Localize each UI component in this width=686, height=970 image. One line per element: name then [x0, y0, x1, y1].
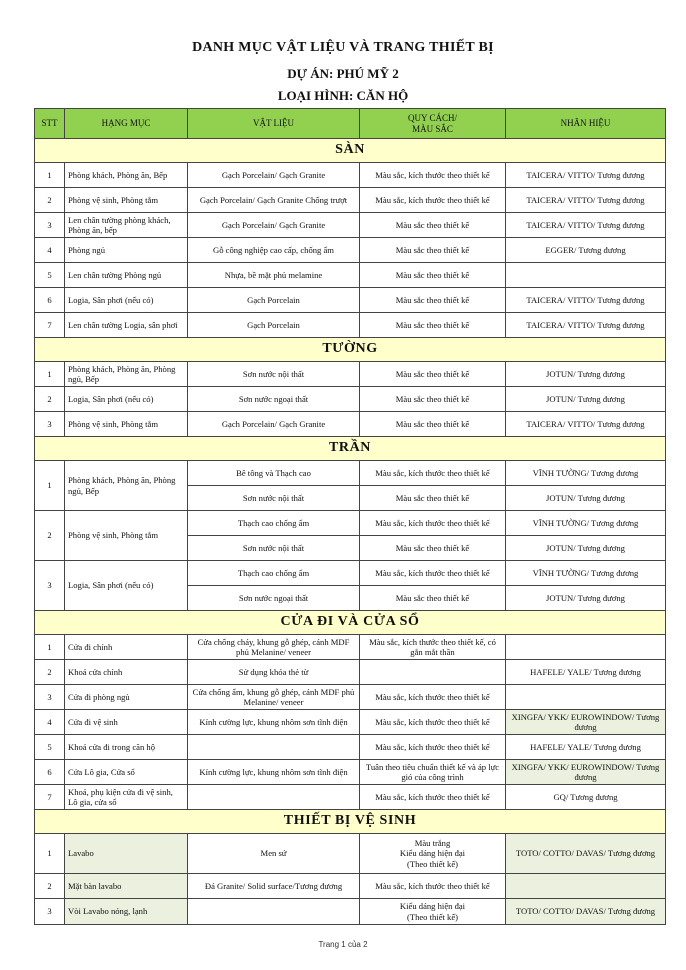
section-title: TƯỜNG: [35, 338, 666, 362]
cell-stt: 3: [35, 213, 65, 238]
cell-item: Len chân tường phòng khách, Phòng ăn, bếp: [65, 213, 188, 238]
cell-item: Vòi Lavabo nóng, lạnh: [65, 899, 188, 925]
cell-brand: TAICERA/ VITTO/ Tương đương: [506, 412, 666, 437]
cell-stt: 6: [35, 288, 65, 313]
cell-material: Thạch cao chống ẩm: [188, 511, 360, 536]
cell-material: Nhựa, bề mặt phủ melamine: [188, 263, 360, 288]
cell-item: Logia, Sân phơi (nếu có): [65, 387, 188, 412]
section-cua: [35, 611, 666, 635]
cell-item: Phòng vệ sinh, Phòng tắm: [65, 511, 188, 561]
cell-spec: Màu sắc, kích thước theo thiết kế: [360, 685, 506, 710]
cell-material: Bê tông và Thạch cao: [188, 461, 360, 486]
table-row: [35, 710, 666, 735]
cell-spec: [360, 660, 506, 685]
cell-spec: Màu sắc theo thiết kế: [360, 263, 506, 288]
cell-brand: HAFELE/ YALE/ Tương đương: [506, 660, 666, 685]
cell-item: Cửa Lô gia, Cửa sổ: [65, 760, 188, 785]
cell-material: Gạch Porcelain: [188, 288, 360, 313]
cell-spec: Màu sắc, kích thước theo thiết kế: [360, 561, 506, 586]
cell-material: Sử dụng khóa thẻ từ: [188, 660, 360, 685]
cell-stt: 1: [35, 635, 65, 660]
spec-line3: (Theo thiết kế): [406, 858, 459, 869]
section-title: THIẾT BỊ VỆ SINH: [35, 810, 666, 834]
cell-material: Men sứ: [188, 834, 360, 874]
cell-item: Phòng ngủ: [65, 238, 188, 263]
cell-spec: Màu sắc, kích thước theo thiết kế, có gắn mắt thần: [360, 635, 506, 660]
cell-stt: 2: [35, 387, 65, 412]
cell-item: Khoá cửa đi trong căn hộ: [65, 735, 188, 760]
table-row: [35, 511, 666, 536]
cell-stt: 3: [35, 412, 65, 437]
cell-spec: Màu sắc theo thiết kế: [360, 536, 506, 561]
cell-brand: [506, 635, 666, 660]
cell-brand: JOTUN/ Tương đương: [506, 486, 666, 511]
table-row: [35, 238, 666, 263]
cell-spec: Màu sắc, kích thước theo thiết kế: [360, 163, 506, 188]
cell-item: Mặt bàn lavabo: [65, 874, 188, 899]
cell-spec: Màu sắc, kích thước theo thiết kế: [360, 511, 506, 536]
col-item: HẠNG MỤC: [65, 109, 188, 139]
cell-stt: 2: [35, 188, 65, 213]
cell-material: Cửa chống cháy, khung gỗ ghép, cánh MDF phủ Melanine/ veneer: [188, 635, 360, 660]
cell-stt: 4: [35, 710, 65, 735]
cell-brand: TOTO/ COTTO/ DAVAS/ Tương đương: [506, 834, 666, 874]
cell-stt: 3: [35, 899, 65, 925]
cell-material: Cửa chống ẩm, khung gỗ ghép, cánh MDF phủ Melanine/ veneer: [188, 685, 360, 710]
table-row: [35, 760, 666, 785]
table-row: [35, 213, 666, 238]
cell-spec: Màu sắc theo thiết kế: [360, 288, 506, 313]
cell-spec: Màu sắc, kích thước theo thiết kế: [360, 710, 506, 735]
cell-stt: 3: [35, 685, 65, 710]
table-row: [35, 685, 666, 710]
cell-stt: 7: [35, 313, 65, 338]
cell-brand: TAICERA/ VITTO/ Tương đương: [506, 163, 666, 188]
cell-brand: GQ/ Tương đương: [506, 785, 666, 810]
section-title: TRẦN: [35, 437, 666, 461]
spec-line1: Màu trắng: [414, 838, 451, 849]
table-row: [35, 785, 666, 810]
spec-line2: (Theo thiết kế): [406, 911, 459, 922]
cell-brand: JOTUN/ Tương đương: [506, 387, 666, 412]
cell-material: Thạch cao chống ẩm: [188, 561, 360, 586]
cell-item: Phòng khách, Phòng ăn, Phòng ngủ, Bếp: [65, 362, 188, 387]
cell-item: Cửa đi vệ sinh: [65, 710, 188, 735]
cell-brand: XINGFA/ YKK/ EUROWINDOW/ Tương đương: [506, 760, 666, 785]
cell-material: Sơn nước ngoại thất: [188, 387, 360, 412]
section-san: [35, 139, 666, 163]
cell-brand: VĨNH TƯỜNG/ Tương đương: [506, 511, 666, 536]
cell-material: Sơn nước nội thất: [188, 362, 360, 387]
cell-stt: 1: [35, 461, 65, 511]
cell-stt: 3: [35, 561, 65, 611]
cell-item: Len chân tường Phòng ngủ: [65, 263, 188, 288]
cell-brand: JOTUN/ Tương đương: [506, 536, 666, 561]
cell-brand: VĨNH TƯỜNG/ Tương đương: [506, 461, 666, 486]
cell-spec: Màu sắc, kích thước theo thiết kế: [360, 735, 506, 760]
cell-brand: TAICERA/ VITTO/ Tương đương: [506, 313, 666, 338]
cell-stt: 5: [35, 263, 65, 288]
page-number: Trang 1 của 2: [318, 940, 368, 949]
table-row: [35, 288, 666, 313]
cell-spec: Màu sắc, kích thước theo thiết kế: [360, 874, 506, 899]
table-row: [35, 387, 666, 412]
table-row: [35, 899, 666, 925]
cell-material: [188, 735, 360, 760]
cell-material: [188, 899, 360, 925]
table-row: [35, 313, 666, 338]
cell-brand: [506, 263, 666, 288]
section-title: CỬA ĐI VÀ CỬA SỔ: [35, 611, 666, 635]
cell-material: Gỗ công nghiệp cao cấp, chống ẩm: [188, 238, 360, 263]
table-row: [35, 163, 666, 188]
cell-material: Gạch Porcelain: [188, 313, 360, 338]
section-tran: [35, 437, 666, 461]
cell-spec: Màu sắc theo thiết kế: [360, 412, 506, 437]
cell-material: Đá Granite/ Solid surface/Tương đương: [188, 874, 360, 899]
cell-stt: 2: [35, 874, 65, 899]
cell-spec: Màu sắc theo thiết kế: [360, 313, 506, 338]
cell-material: Sơn nước ngoại thất: [188, 586, 360, 611]
col-stt: STT: [35, 109, 65, 139]
table-row: [35, 188, 666, 213]
section-title: SÀN: [35, 139, 666, 163]
cell-stt: 2: [35, 511, 65, 561]
col-material: VẬT LIỆU: [188, 109, 360, 139]
cell-brand: [506, 874, 666, 899]
cell-stt: 2: [35, 660, 65, 685]
col-spec: [360, 109, 506, 139]
table-row: [35, 362, 666, 387]
col-spec-line2: MÀU SẮC: [412, 123, 453, 134]
cell-material: Kính cường lực, khung nhôm sơn tĩnh điện: [188, 710, 360, 735]
spec-line1: Kiểu dáng hiện đại: [399, 901, 466, 912]
cell-item: Khoá cửa chính: [65, 660, 188, 685]
cell-spec: Màu sắc theo thiết kế: [360, 387, 506, 412]
table-row: [35, 834, 666, 874]
cell-item: Logia, Sân phơi (nếu có): [65, 561, 188, 611]
cell-brand: TAICERA/ VITTO/ Tương đương: [506, 213, 666, 238]
cell-spec: [360, 899, 506, 925]
col-spec-line1: QUY CÁCH/: [408, 113, 457, 124]
cell-spec: Màu sắc theo thiết kế: [360, 362, 506, 387]
cell-spec: Tuân theo tiêu chuẩn thiết kế và áp lực gió của công trình: [360, 760, 506, 785]
cell-item: Lavabo: [65, 834, 188, 874]
cell-spec: Màu sắc theo thiết kế: [360, 586, 506, 611]
cell-material: Sơn nước nội thất: [188, 486, 360, 511]
cell-item: Khoá, phụ kiện cửa đi vệ sinh, Lô gia, cửa sổ: [65, 785, 188, 810]
cell-stt: 4: [35, 238, 65, 263]
cell-material: [188, 785, 360, 810]
cell-spec: [360, 834, 506, 874]
cell-spec: Màu sắc theo thiết kế: [360, 486, 506, 511]
cell-spec: Màu sắc theo thiết kế: [360, 213, 506, 238]
cell-spec: Màu sắc, kích thước theo thiết kế: [360, 785, 506, 810]
cell-spec: Màu sắc theo thiết kế: [360, 238, 506, 263]
cell-brand: XINGFA/ YKK/ EUROWINDOW/ Tương đương: [506, 710, 666, 735]
table-row: [35, 735, 666, 760]
cell-material: Kính cường lực, khung nhôm sơn tĩnh điện: [188, 760, 360, 785]
table-row: [35, 412, 666, 437]
spec-line2: Kiểu dáng hiện đại: [399, 848, 466, 859]
section-tbvs: [35, 810, 666, 834]
project-name: DỰ ÁN: PHÚ MỸ 2: [287, 66, 399, 81]
cell-item: Phòng khách, Phòng ăn, Bếp: [65, 163, 188, 188]
cell-stt: 7: [35, 785, 65, 810]
materials-table: [34, 108, 666, 925]
document-title: DANH MỤC VẬT LIỆU VÀ TRANG THIẾT BỊ: [192, 40, 494, 55]
cell-item: Cửa đi chính: [65, 635, 188, 660]
cell-stt: 6: [35, 760, 65, 785]
cell-item: Logia, Sân phơi (nếu có): [65, 288, 188, 313]
cell-item: Len chân tường Logia, sân phơi: [65, 313, 188, 338]
cell-item: Cửa đi phòng ngủ: [65, 685, 188, 710]
section-tuong: [35, 338, 666, 362]
cell-brand: VĨNH TƯỜNG/ Tương đương: [506, 561, 666, 586]
cell-spec: Màu sắc, kích thước theo thiết kế: [360, 461, 506, 486]
cell-brand: TAICERA/ VITTO/ Tương đương: [506, 188, 666, 213]
cell-item: Phòng vệ sinh, Phòng tắm: [65, 412, 188, 437]
table-row: [35, 660, 666, 685]
cell-spec: Màu sắc, kích thước theo thiết kế: [360, 188, 506, 213]
cell-brand: EGGER/ Tương đương: [506, 238, 666, 263]
cell-brand: JOTUN/ Tương đương: [506, 586, 666, 611]
table-row: [35, 874, 666, 899]
table-row: [35, 561, 666, 586]
table-row: [35, 461, 666, 486]
cell-stt: 1: [35, 834, 65, 874]
table-header-row: [35, 109, 666, 139]
cell-material: Gạch Porcelain/ Gạch Granite: [188, 163, 360, 188]
unit-type: LOẠI HÌNH: CĂN HỘ: [277, 88, 409, 103]
cell-item: Phòng khách, Phòng ăn, Phòng ngủ, Bếp: [65, 461, 188, 511]
table-row: [35, 635, 666, 660]
cell-brand: [506, 685, 666, 710]
cell-brand: HAFELE/ YALE/ Tương đương: [506, 735, 666, 760]
cell-brand: JOTUN/ Tương đương: [506, 362, 666, 387]
cell-material: Gạch Porcelain/ Gạch Granite Chống trượt: [188, 188, 360, 213]
cell-stt: 1: [35, 163, 65, 188]
table-row: [35, 263, 666, 288]
cell-stt: 5: [35, 735, 65, 760]
cell-brand: TAICERA/ VITTO/ Tương đương: [506, 288, 666, 313]
cell-brand: TOTO/ COTTO/ DAVAS/ Tương đương: [506, 899, 666, 925]
cell-material: Gạch Porcelain/ Gạch Granite: [188, 213, 360, 238]
cell-material: Sơn nước nội thất: [188, 536, 360, 561]
cell-item: Phòng vệ sinh, Phòng tắm: [65, 188, 188, 213]
cell-stt: 1: [35, 362, 65, 387]
cell-material: Gạch Porcelain/ Gạch Granite: [188, 412, 360, 437]
col-brand: NHÃN HIỆU: [506, 109, 666, 139]
